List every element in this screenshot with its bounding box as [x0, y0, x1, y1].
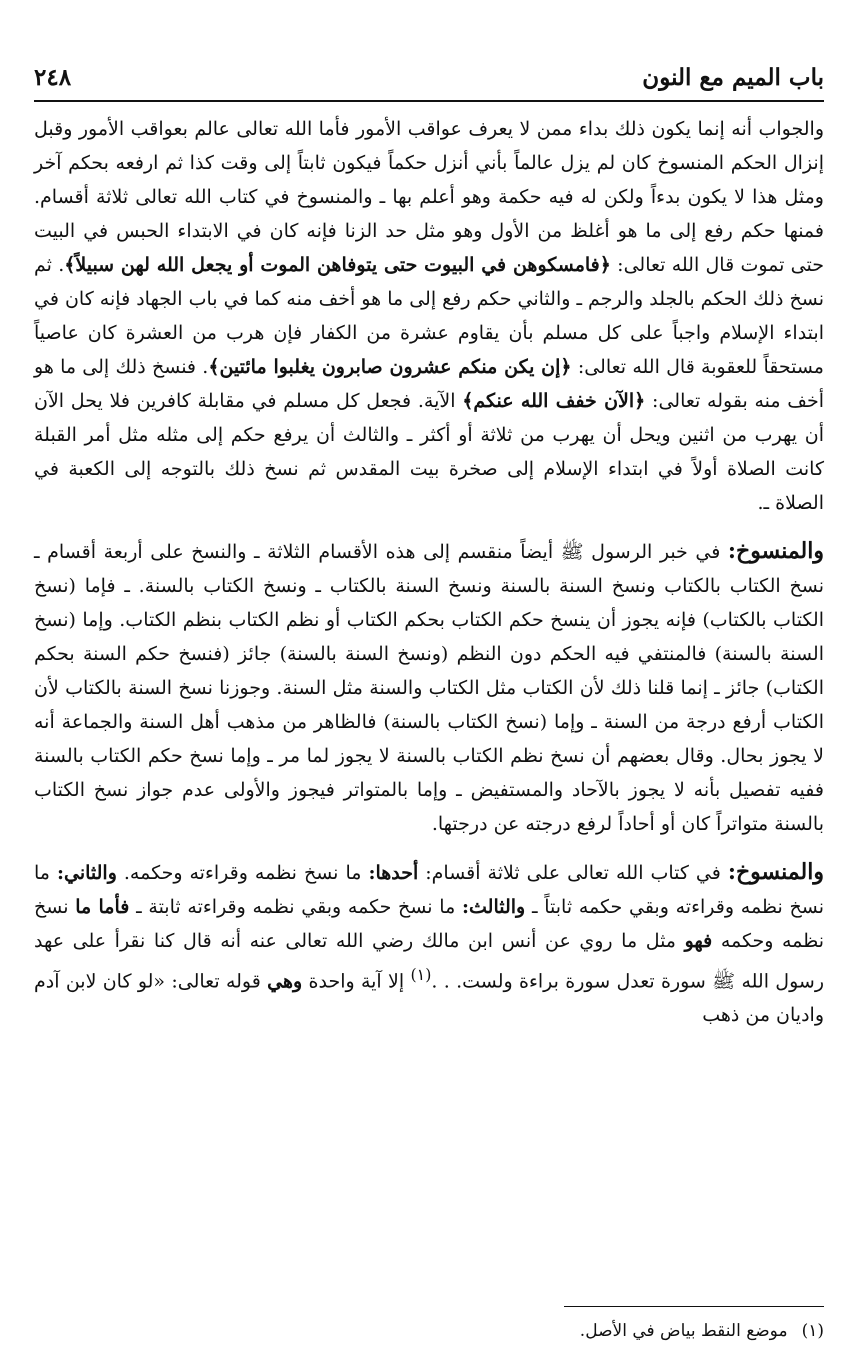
quran-quote: ﴿الآن خفف الله عنكم﴾ — [462, 390, 646, 412]
page-header — [34, 56, 824, 98]
text-run: والجواب أنه إنما يكون ذلك بداء ممن لا يعرف عواقب الأمور فأما الله تعالى عالم بعواقب الأمور وقبل إنزال الحكم المنسوخ كان لم يزل عالماً بأني أنزل حكماً فيكون ثابتاً إلى وقت كذا ثم ارفعه بحكم آخر ومثل هذا لا يكون بدءاً ولكن له فيه حكمة وهو أعلم بها ـ والمنسوخ في كتاب الله تعالى ثلاثة أقسام. فمنها حكم رفع إلى ما هو أغلظ من الأول وهو مثل حد الزنا فإنه كان في الابتداء الحبس في البيت حتى تموت قال الله تعالى: — [34, 118, 824, 276]
term-heading: والمنسوخ: — [727, 859, 824, 885]
quran-quote: ﴿فامسكوهن في البيوت حتى يتوفاهن الموت أو يجعل الله لهن سبيلاً﴾ — [64, 254, 611, 276]
bold-term: فهو — [684, 930, 713, 952]
page-number: ٢٤٨ — [34, 63, 72, 91]
text-run: ما نسخ حكمه وبقي نظمه وقراءته ثابتة ـ — [136, 896, 456, 918]
footnote-number: (١) — [801, 1321, 824, 1341]
text-run: الآية. فجعل كل مسلم في مقابلة كافرين فلا يحل الآن أن يهرب من اثنين ويحل أن يهرب من ثلاثة أو أكثر ـ والثالث أن يرفع حكم إلى مثله مثل أمر القبلة كانت الصلاة أولاً في ابتداء الإسلام إلى صخرة بيت المقدس ثم نسخ ذلك بالتوجه إلى الكعبة في الصلاة ـ. — [34, 390, 824, 514]
chapter-title: باب الميم مع النون — [642, 63, 824, 91]
text-run: مثل ما روي عن أنس ابن مالك رضي الله تعالى عنه أنه قال كنا نقرأ على عهد رسول الله ﷺ سورة تعدل سورة براءة ولست. . . — [34, 930, 825, 993]
text-run: ما نسخ نظمه وقراءته وحكمه. — [123, 862, 362, 884]
text-run: في خبر الرسول ﷺ أيضاً منقسم إلى هذه الأقسام الثلاثة ـ والنسخ على أربعة أقسام ـ نسخ الكتاب بالكتاب ونسخ السنة بالسنة ونسخ السنة بالكتاب ـ ونسخ الكتاب بالسنة. ـ فإما (نسخ الكتاب بالكتاب) فإنه يجوز أن ينسخ حكم الكتاب بحكم الكتاب أو نظم الكتاب بنظم الكتاب. وإما (نسخ السنة بالسنة) فالمنتفي فيه الحكم دون النظم (ونسخ السنة بالسنة) جائز (فنسخ حكم السنة بحكم الكتاب) جائز ـ إنما قلنا ذلك لأن الكتاب مثل الكتاب والسنة مثل السنة. وجوزنا نسخ السنة بالكتاب لأن الكتاب أرفع درجة من السنة ـ وإما (نسخ الكتاب بالسنة) فالظاهر من مذهب أهل السنة والجماعة أنه لا يجوز بحال. وقال بعضهم أن نسخ نظم الكتاب بالسنة لا يجوز لما مر ـ وإما نسخ حكم الكتاب بالسنة ففيه تفصيل بأنه لا يجوز بالآحاد والمستفيض ـ وإما بالمتواتر فيجوز والأولى عدم جواز نسخ الكتاب بالسنة متواتراً كان أو أحاداً لرفع درجته عن درجتها. — [34, 541, 824, 835]
text-run: ما نسخ نظمه وقراءته وبقي حكمه ثابتاً ـ — [34, 862, 825, 918]
footnote — [34, 1316, 824, 1346]
footnote-text: موضع النقط بياض في الأصل. — [579, 1321, 788, 1341]
paragraph-abrogation-in-sunnah — [34, 534, 824, 841]
text-run: في كتاب الله تعالى على ثلاثة أقسام: — [425, 862, 721, 884]
paragraph-abrogation-types — [34, 112, 824, 520]
term-heading: والمنسوخ: — [727, 538, 824, 564]
bold-term: فأما ما — [75, 896, 130, 918]
text-run: إلا آية واحدة — [308, 970, 405, 993]
bold-term: وهي — [267, 970, 303, 993]
quran-quote: ﴿إن يكن منكم عشرون صابرون يغلبوا مائتين﴾ — [208, 356, 572, 378]
text-run: . فنسخ ذلك إلى ما هو أخف منه بقوله تعالى: — [34, 356, 825, 412]
text-run: . ثم نسخ ذلك الحكم بالجلد والرجم ـ والثاني حكم رفع إلى ما هو أخف منه كما في باب الجهاد فإنه كان في ابتداء الإسلام واجباً على كل مسلم بأن يقاوم عشرة من الكفار فإن هرب من العشرة كان عاصياً مستحقاً للعقوبة قال الله تعالى: — [34, 254, 824, 378]
footnote-reference[interactable]: (١) — [410, 965, 432, 984]
paragraph-abrogation-in-quran — [34, 855, 824, 1032]
footnote-divider — [564, 1306, 824, 1307]
text-run: قوله تعالى: «لو كان لابن آدم واديان من ذهب — [34, 970, 824, 1027]
header-divider — [34, 100, 824, 102]
bold-term: والثالث: — [461, 896, 526, 918]
text-run: نسخ نظمه وحكمه — [34, 896, 825, 952]
bold-term: والثاني: — [56, 862, 117, 884]
bold-term: أحدها: — [368, 862, 419, 884]
main-text — [34, 112, 824, 1038]
